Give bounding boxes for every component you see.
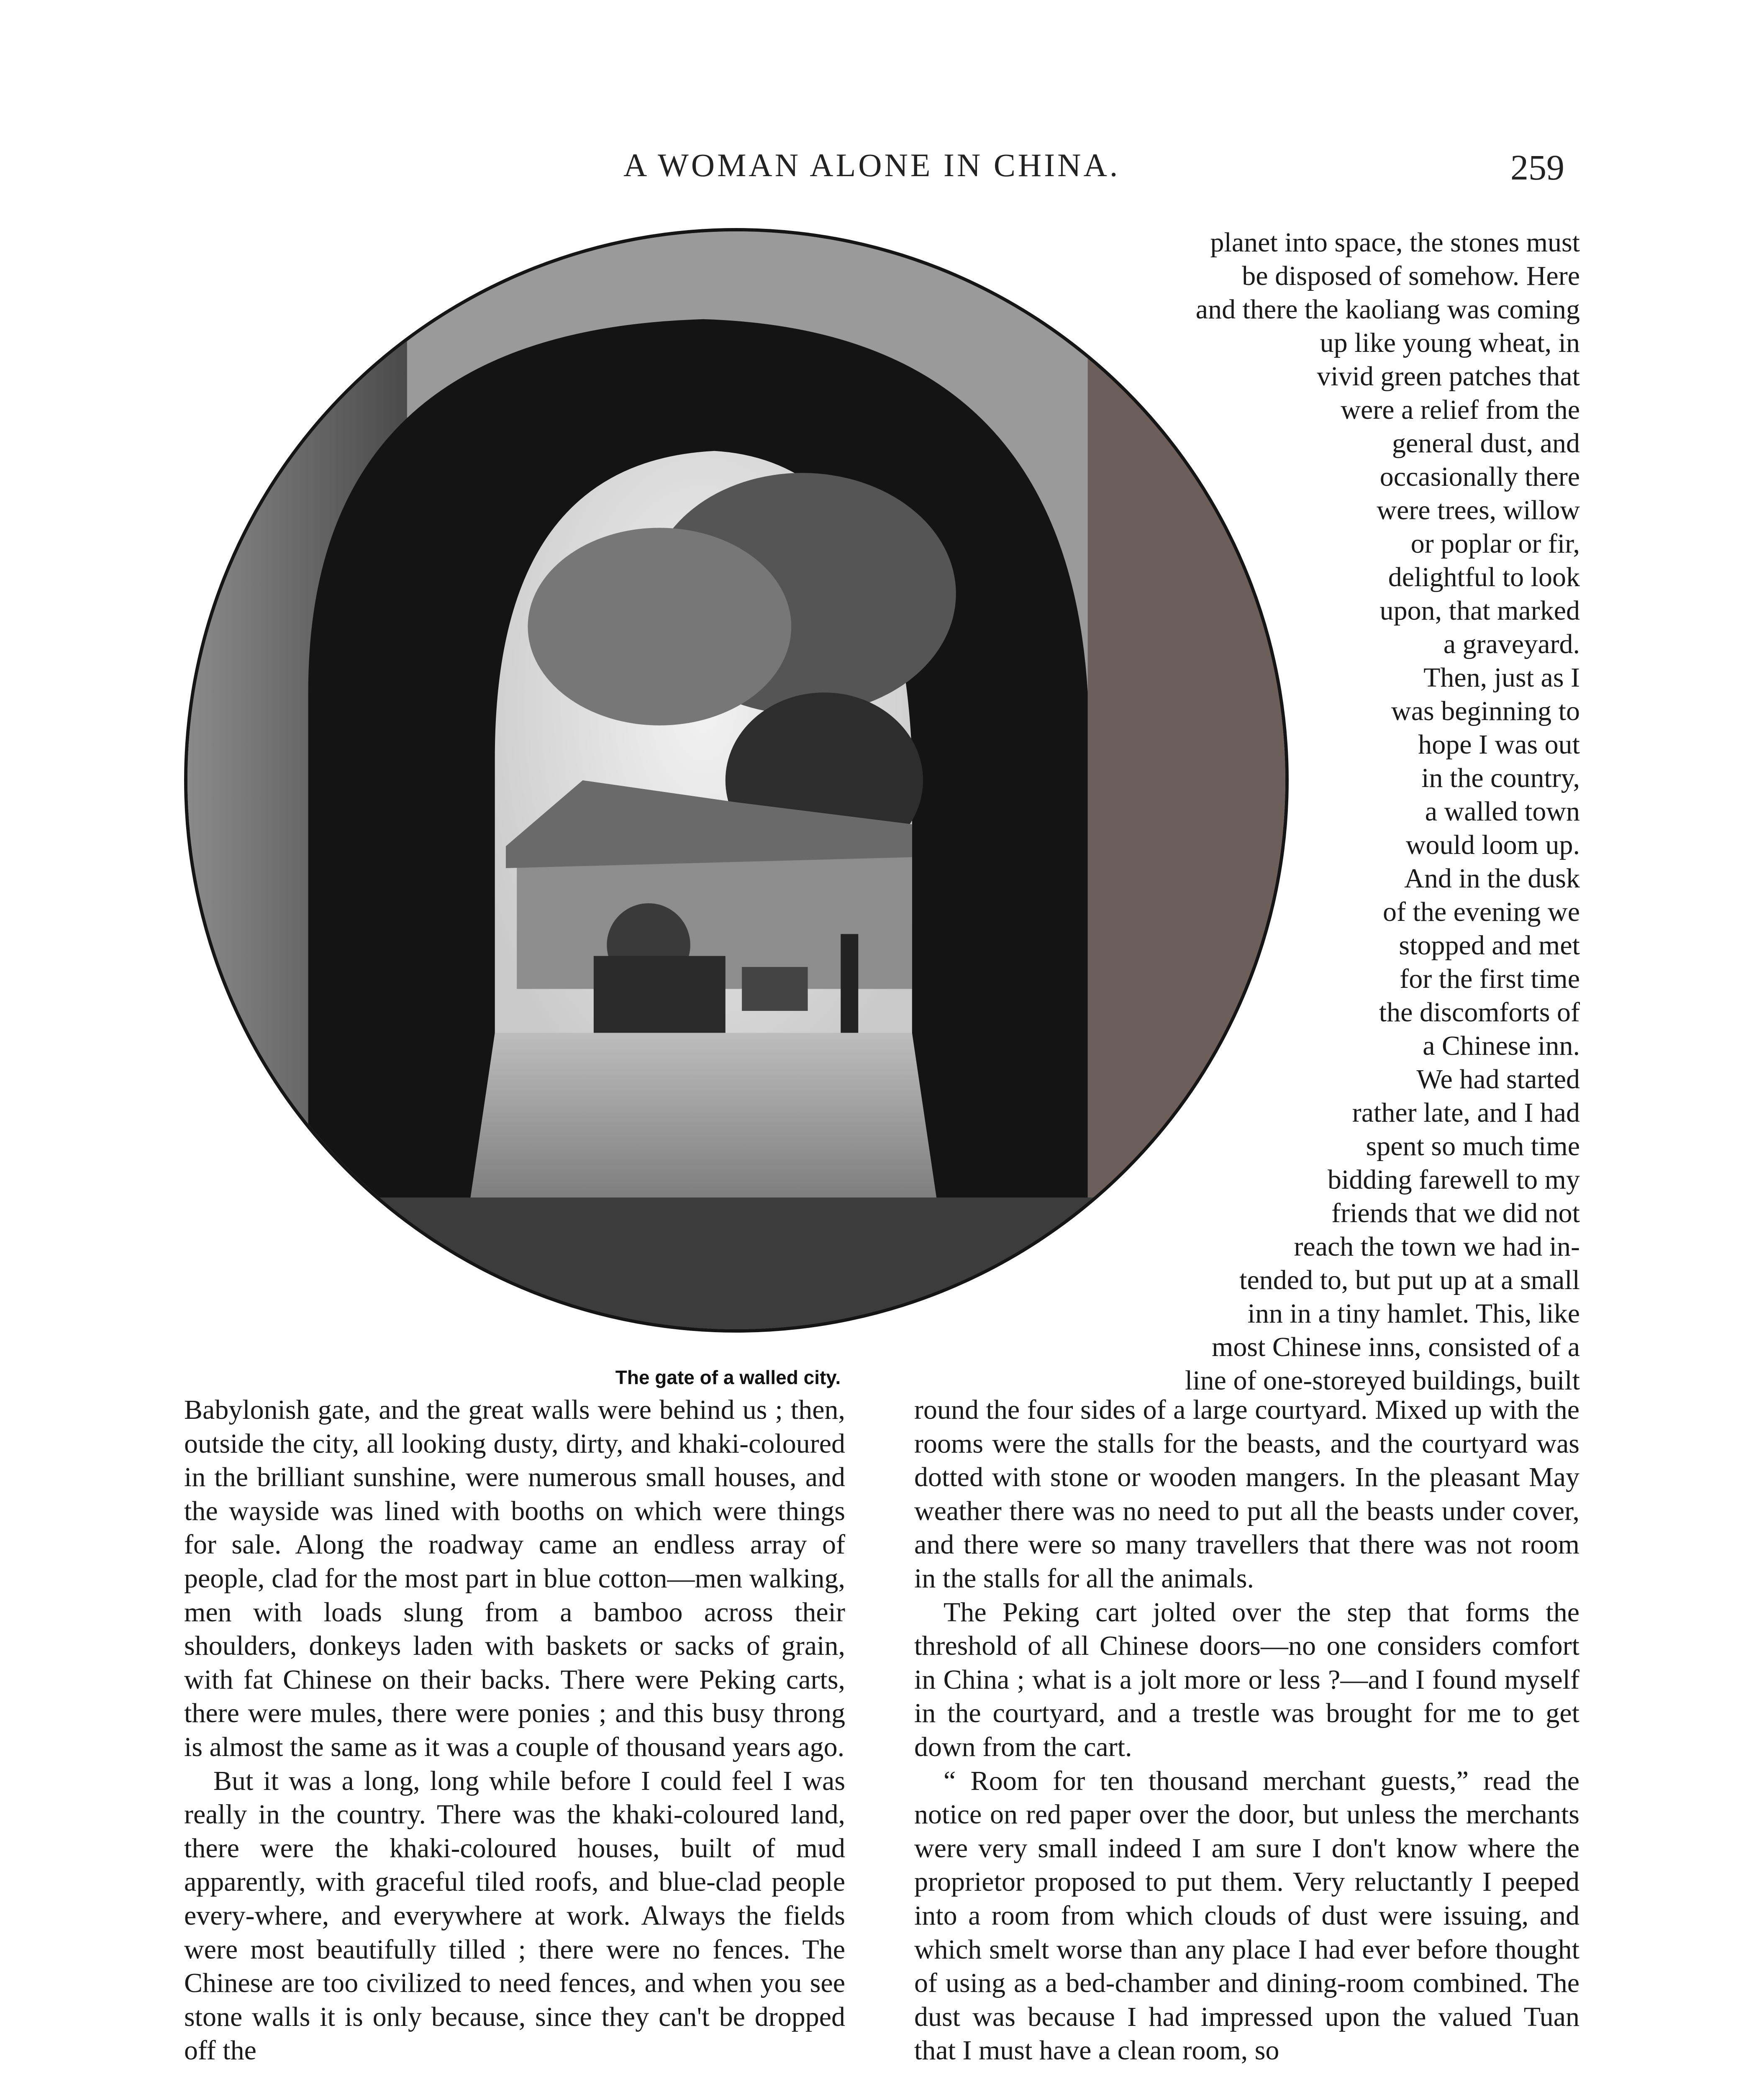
gate-photo-image <box>187 231 1285 1329</box>
wrap-line: occasionally there <box>1379 461 1580 492</box>
wrap-line: And in the dusk <box>1404 863 1580 894</box>
paragraph: round the four sides of a large courtyard. Mixed up with the rooms were the stalls for the beasts, and the courtyard was dotted with stone or wooden mangers. In the pleasant May weather there was no need to put all the beasts under cover, and there were so many travellers that there was not room in the stalls for all the animals. <box>914 1395 1579 1594</box>
wrap-line: was beginning to <box>1391 696 1580 726</box>
wrap-line: inn in a tiny hamlet. This, like <box>1247 1298 1580 1329</box>
wrap-line: most Chinese inns, consisted of a <box>1212 1332 1580 1362</box>
wrap-line: bidding farewell to my <box>1327 1164 1580 1195</box>
gate-photo <box>184 228 1289 1333</box>
wrap-line: for the first time <box>1400 964 1580 994</box>
wrap-line: general dust, and <box>1392 428 1580 459</box>
wrap-line: delightful to look <box>1388 562 1580 592</box>
wrap-line: were a relief from the <box>1341 395 1580 425</box>
wrap-line: We had started <box>1416 1064 1580 1095</box>
wrap-line: were trees, willow <box>1377 495 1580 526</box>
wrap-line: vivid green patches that <box>1317 361 1580 392</box>
wrap-line: the discomforts of <box>1379 997 1580 1028</box>
wrap-line: reach the town we had in- <box>1294 1231 1580 1262</box>
wrap-line: line of one-storeyed buildings, built <box>1185 1365 1580 1396</box>
wrap-line: a graveyard. <box>1443 629 1580 659</box>
paragraph: But it was a long, long while before I could feel I was really in the country. There was the khaki-coloured land, there were the khaki-coloured houses, built of mud apparently, with graceful tiled roofs, and blue-clad people every-where, and everywhere at work. Always the fields were most beautifully tilled ; there were no fences. The Chinese are too civilized to need fences, and when you see stone walls it is only because, since they can't be dropped off the <box>184 1765 845 2066</box>
wrap-line: and there the kaoliang was coming <box>1195 294 1580 325</box>
left-column <box>184 1393 845 2068</box>
wrap-line: Then, just as I <box>1423 662 1580 693</box>
wrap-line: or poplar or fir, <box>1410 528 1580 559</box>
wrap-line: tended to, but put up at a small <box>1239 1265 1580 1295</box>
wrap-line: friends that we did not <box>1331 1198 1580 1228</box>
wrap-line: a walled town <box>1425 796 1580 827</box>
running-title: A WOMAN ALONE IN CHINA. <box>623 147 1120 183</box>
wrap-line: would loom up. <box>1405 830 1580 860</box>
wrap-line: stopped and met <box>1399 930 1580 961</box>
figure-caption: The gate of a walled city. <box>615 1366 841 1388</box>
wrap-line: spent so much time <box>1366 1131 1580 1161</box>
wrap-line: hope I was out <box>1418 729 1580 760</box>
wrap-line: a Chinese inn. <box>1423 1031 1580 1061</box>
wrap-line: up like young wheat, in <box>1320 328 1580 358</box>
page-number: 259 <box>1510 147 1564 187</box>
wrap-line: upon, that marked <box>1379 595 1580 626</box>
wrap-line: be disposed of somehow. Here <box>1242 261 1580 291</box>
wrap-line: in the country, <box>1421 763 1580 793</box>
wrap-line: of the evening we <box>1383 897 1580 927</box>
right-column <box>914 1393 1579 2068</box>
wrap-line: rather late, and I had <box>1352 1097 1580 1128</box>
page-header <box>0 146 1764 201</box>
paragraph: “ Room for ten thousand merchant guests,” read the notice on red paper over the door, but unless the merchants were very small indeed I am sure I don't know where the proprietor proposed to put them. Very reluctantly I peeped into a room from which clouds of dust were issuing, and which smelt worse than any place I had ever before thought of using as a bed-chamber and dining-room combined. The dust was because I had impressed upon the valued Tuan that I must have a clean room, so <box>914 1765 1579 2066</box>
wrap-line: planet into space, the stones must <box>1210 227 1580 258</box>
paragraph: Babylonish gate, and the great walls were behind us ; then, outside the city, all looking dusty, dirty, and khaki-coloured in the brilliant sunshine, were numerous small houses, and the wayside was lined with booths on which were things for sale. Along the roadway came an endless array of people, clad for the most part in blue cotton—men walking, men with loads slung from a bamboo across their shoulders, donkeys laden with baskets or sacks of grain, with fat Chinese on their backs. There were Peking carts, there were mules, there were ponies ; and this busy throng is almost the same as it was a couple of thousand years ago. <box>184 1395 845 1762</box>
paragraph: The Peking cart jolted over the step that forms the threshold of all Chinese doors—no one considers comfort in China ; what is a jolt more or less ?—and I found myself in the courtyard, and a trestle was brought for me to get down from the cart. <box>914 1597 1579 1762</box>
